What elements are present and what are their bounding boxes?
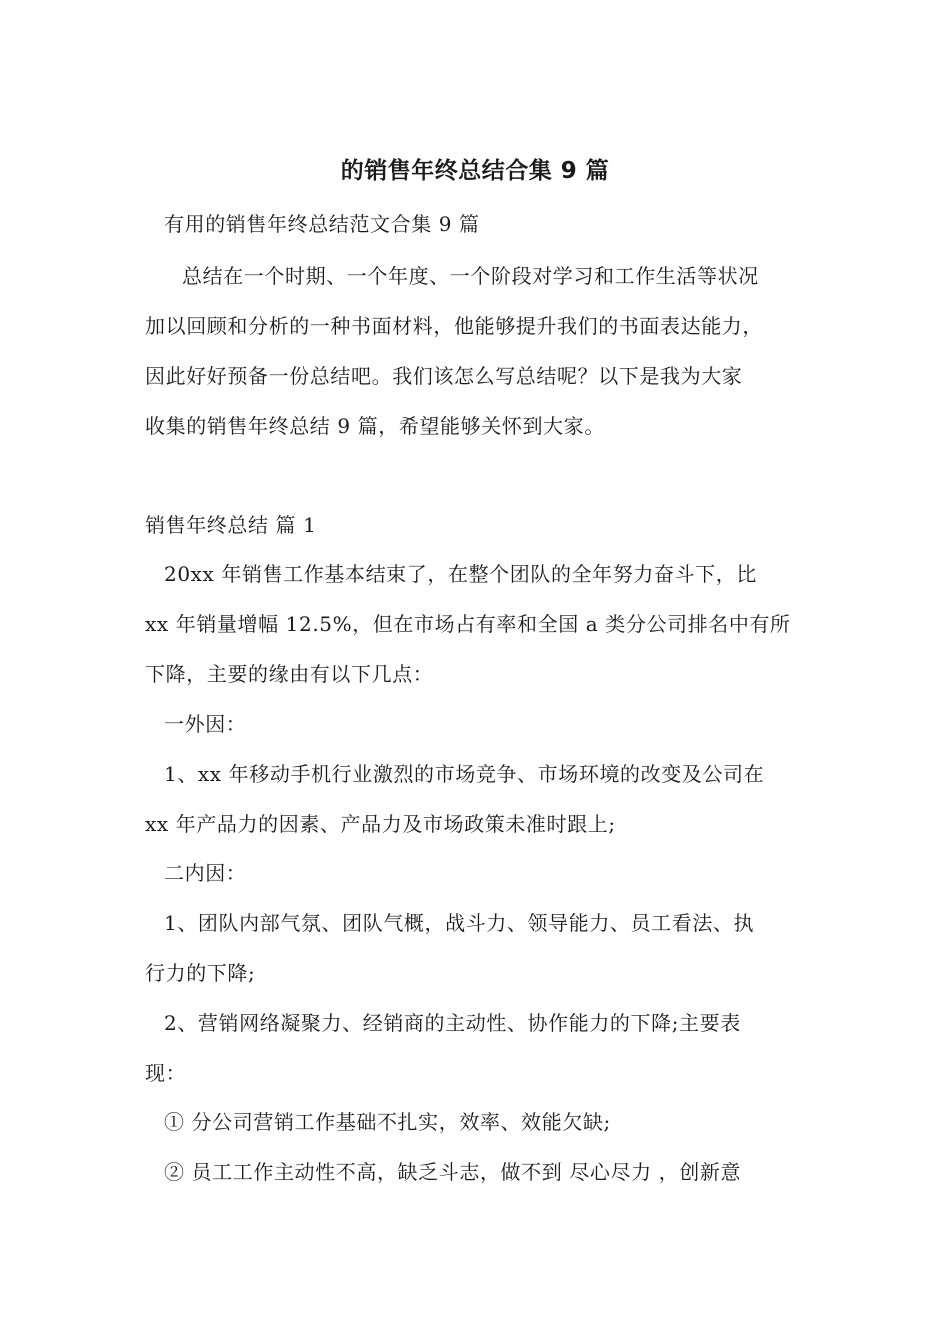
- body-line: ② 员工工作主动性不高，缺乏斗志，做不到 尽心尽力 ，创新意: [164, 1160, 742, 1184]
- body-line: xx 年产品力的因素、产品力及市场政策未准时跟上;: [145, 812, 616, 836]
- intro-line: 因此好好预备一份总结吧。我们该怎么写总结呢？以下是我为大家: [145, 364, 743, 388]
- intro-line: 收集的销售年终总结 9 篇，希望能够关怀到大家。: [145, 414, 605, 438]
- body-line: xx 年销量增幅 12.5%，但在市场占有率和全国 a 类分公司排名中有所: [145, 612, 791, 636]
- body-line: ① 分公司营销工作基础不扎实，效率、效能欠缺;: [164, 1110, 611, 1134]
- body-line: 下降，主要的缘由有以下几点：: [145, 662, 434, 686]
- body-line: 1、xx 年移动手机行业激烈的市场竞争、市场环境的改变及公司在: [164, 762, 765, 786]
- body-line: 现：: [145, 1061, 187, 1085]
- body-line: 行力的下降;: [145, 961, 256, 985]
- body-line: 2、营销网络凝聚力、经销商的主动性、协作能力的下降;主要表: [164, 1011, 741, 1035]
- body-line: 二内因：: [164, 861, 247, 885]
- document-title: 的销售年终总结合集 9 篇: [340, 158, 610, 184]
- intro-line: 加以回顾和分析的一种书面材料，他能够提升我们的书面表达能力，: [145, 314, 763, 338]
- body-line: 一外因：: [164, 712, 247, 736]
- document-subtitle: 有用的销售年终总结范文合集 9 篇: [164, 212, 480, 236]
- intro-line: 总结在一个时期、一个年度、一个阶段对学习和工作生活等状况: [182, 264, 759, 288]
- section-heading: 销售年终总结 篇 1: [145, 513, 317, 537]
- body-line: 20xx 年销售工作基本结束了，在整个团队的全年努力奋斗下，比: [164, 562, 757, 586]
- body-line: 1、团队内部气氛、团队气概，战斗力、领导能力、员工看法、执: [164, 911, 755, 935]
